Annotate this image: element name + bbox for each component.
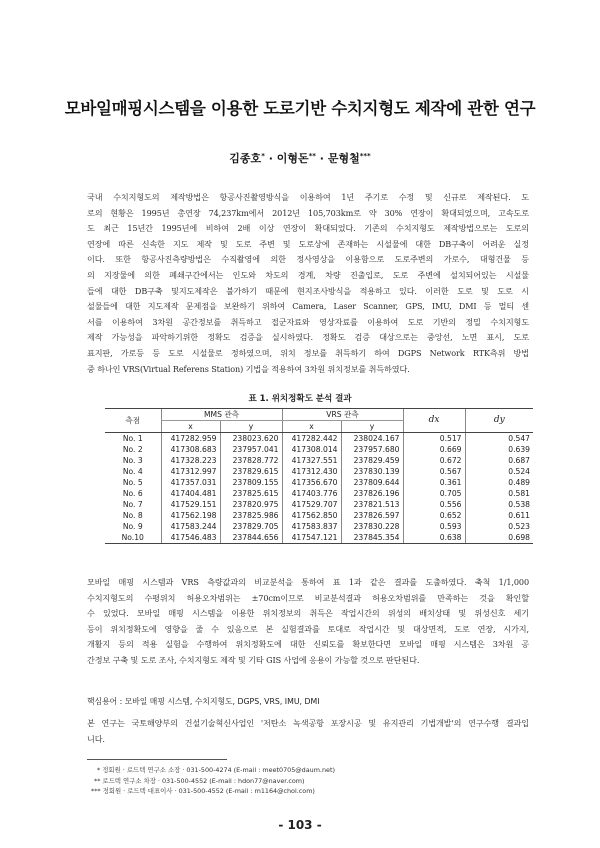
intro-line: 도 최근 15년간 1995년에 비하여 2배 이상 연장이 확대되었다. 기존의 수치지형도 제작방법으로는 도로의 [87, 223, 529, 234]
row-id: No. 6 [122, 489, 143, 498]
intro-line: 국내 수치지형도의 제작방법은 항공사진촬영방식을 이용하여 1년 주기로 수정 및 신규로 제작된다. 도 [87, 192, 529, 202]
vrs-x-cell: 417312.430 [282, 466, 341, 477]
mms-x-header: x [161, 421, 220, 433]
dy-cell: 0.524 [465, 466, 533, 477]
footnote-rule [87, 759, 227, 760]
vrs-y-cell: 237826.597 [341, 510, 403, 521]
vrs-x-cell: 417327.551 [282, 455, 341, 466]
intro-line: 의 지장물에 의한 폐쇄구간에서는 인도와 차도의 경계, 차량 진출입로, 도로 주변에 설치되어있는 시설물 [87, 269, 529, 280]
paper-title: 모바일매핑시스템을 이용한 도로기반 수치지형도 제작에 관한 연구 [64, 99, 536, 118]
row-id: No. 1 [122, 434, 143, 443]
vrs-x-cell: 417529.707 [282, 499, 341, 510]
table-row [105, 532, 533, 544]
result-paragraph [87, 575, 529, 669]
dy-cell: 0.547 [465, 433, 533, 445]
author-mark: * [261, 152, 265, 160]
acknowledgement [87, 716, 529, 747]
vrs-x-cell: 417282.442 [282, 433, 341, 445]
mms-header: MMS 관측 [161, 409, 282, 421]
vrs-y-cell: 237826.196 [341, 488, 403, 499]
accuracy-table [105, 408, 533, 544]
intro-line: 제작 가능성을 파악하기위한 정확도 검증을 실시하였다. 정확도 검증 대상으로는 중앙선, 노면 표시, 도로 [87, 332, 529, 343]
table-row [105, 488, 533, 499]
author-separator: · [319, 152, 324, 165]
vrs-y-cell: 237830.228 [341, 521, 403, 532]
mms-y-cell: 237844.656 [220, 532, 282, 544]
intro-line: 이다. 또한 항공사진측량방법은 수직촬영에 의한 정사영상을 이용함으로 도로주변의 가로수, 대형건물 등 [87, 254, 529, 265]
footnote: * 정회원 · 로드텍 연구소 소장 · 031-500-4274 (E-mail : meet0705@daum.net) [97, 766, 335, 774]
dx-header: dx [403, 409, 465, 433]
vrs-x-cell: 417356.670 [282, 477, 341, 488]
vrs-x-header: x [282, 421, 341, 433]
result-line: 수치지형도의 수평위치 허용오차범위는 ±70cm이므로 비교분석결과 허용오차범위를 만족하는 것을 확인할 [87, 592, 529, 603]
dx-cell: 0.361 [403, 477, 465, 488]
dy-cell: 0.698 [465, 532, 533, 544]
author-list [0, 150, 600, 166]
mms-y-cell: 237829.615 [220, 466, 282, 477]
vrs-y-cell: 237821.513 [341, 499, 403, 510]
page-number: - 103 - [278, 818, 322, 832]
table-body [105, 433, 533, 544]
mms-y-cell: 238023.620 [220, 433, 282, 445]
dx-cell: 0.567 [403, 466, 465, 477]
table-row [105, 510, 533, 521]
mms-y-header: y [220, 421, 282, 433]
dx-cell: 0.638 [403, 532, 465, 544]
mms-x-cell: 417357.031 [161, 477, 220, 488]
result-line: 수 있었다. 모바일 매핑 시스템을 이용한 위치정보의 취득은 작업시간의 위성의 배치상태 및 위성신호 세기 [87, 608, 529, 619]
author-separator: · [268, 152, 273, 165]
intro-line: 로의 현황은 1995년 총연장 74,237km에서 2012년 105,703km로 약 30% 연장이 확대되었으며, 고속도로 [87, 207, 529, 218]
mms-x-cell: 417546.483 [161, 532, 220, 544]
intro-line: 연장에 따른 신속한 지도 제작 및 도로 주변 및 도로상에 존재하는 시설물에 대한 DB구축이 어려운 실정 [87, 238, 529, 249]
footnote: ** 로드텍 연구소 차장 · 031-500-4552 (E-mail : hdon77@naver.com) [94, 776, 305, 785]
mms-x-cell: 417562.198 [161, 510, 220, 521]
vrs-y-cell: 237830.139 [341, 466, 403, 477]
mms-y-cell: 237825.615 [220, 488, 282, 499]
vrs-x-cell: 417403.776 [282, 488, 341, 499]
dy-cell: 0.687 [465, 455, 533, 466]
vrs-y-cell: 237845.354 [341, 532, 403, 544]
mms-x-cell: 417529.151 [161, 499, 220, 510]
vrs-x-cell: 417547.121 [282, 532, 341, 544]
mms-x-cell: 417282.959 [161, 433, 220, 445]
dx-cell: 0.652 [403, 510, 465, 521]
mms-x-cell: 417308.683 [161, 444, 220, 455]
mms-y-cell: 237820.975 [220, 499, 282, 510]
vrs-y-header: y [341, 421, 403, 433]
table-row [105, 499, 533, 510]
result-line: 등이 위치정확도에 영향을 줄 수 있음으로 본 실험결과를 토대로 작업시간 및 대상면적, 도로 연장, 시가지, [87, 623, 529, 634]
dy-cell: 0.523 [465, 521, 533, 532]
table-row [105, 455, 533, 466]
acknowledgement-line: 니다. [87, 733, 105, 744]
mms-y-cell: 237828.772 [220, 455, 282, 466]
table-row [105, 521, 533, 532]
dx-cell: 0.556 [403, 499, 465, 510]
keywords: 핵심용어 : 모바일 매핑 시스템, 수치지형도, DGPS, VRS, IMU, DMI [87, 697, 320, 706]
footnotes [87, 765, 527, 797]
intro-line: 표지판, 가로등 등 도로 시설물로 정하였으며, 위치 정보를 취득하기 하여 DGPS Network RTK측위 방법 [87, 347, 529, 358]
intro-paragraph [87, 190, 529, 377]
dy-cell: 0.639 [465, 444, 533, 455]
row-id: No. 8 [122, 511, 143, 520]
table-caption: 표 1. 위치정확도 분석 결과 [248, 394, 352, 404]
dx-cell: 0.672 [403, 455, 465, 466]
mms-x-cell: 417404.481 [161, 488, 220, 499]
dy-header: dy [465, 409, 533, 433]
row-id: No. 4 [122, 467, 143, 476]
row-id: No. 3 [122, 456, 143, 465]
row-id: No.10 [105, 532, 161, 544]
table-row [105, 433, 533, 445]
vrs-y-cell: 237957.680 [341, 444, 403, 455]
row-id: No. 9 [122, 522, 143, 531]
dx-cell: 0.705 [403, 488, 465, 499]
mms-x-cell: 417328.223 [161, 455, 220, 466]
footnote: *** 정회원 · 로드텍 대표이사 · 031-500-4552 (E-mail : m1164@chol.com) [91, 787, 315, 795]
author-name: 문형철 [327, 152, 360, 165]
intro-line: 설물들에 대한 지도제작 문제점을 보완하기 위하여 Camera, Laser Scanner, GPS, IMU, DMI 등 멀티 센 [87, 301, 529, 312]
vrs-header: VRS 관측 [282, 409, 403, 421]
vrs-x-cell: 417583.837 [282, 521, 341, 532]
mms-y-cell: 237825.986 [220, 510, 282, 521]
table-row [105, 466, 533, 477]
intro-line: 서를 이용하여 3차원 공간정보를 취득하고 접군자료와 영상자료를 이용하여 도로 기반의 정밀 수치지형도 [87, 316, 529, 327]
survey-point-header: 측점 [105, 409, 161, 433]
dy-cell: 0.538 [465, 499, 533, 510]
mms-y-cell: 237957.041 [220, 444, 282, 455]
dx-cell: 0.517 [403, 433, 465, 445]
vrs-y-cell: 237829.459 [341, 455, 403, 466]
table-row [105, 444, 533, 455]
mms-x-cell: 417583.244 [161, 521, 220, 532]
row-id: No. 5 [122, 478, 143, 487]
dx-cell: 0.593 [403, 521, 465, 532]
vrs-y-cell: 237809.644 [341, 477, 403, 488]
result-line: 모바일 매핑 시스템과 VRS 측량값과의 비교분석을 통하여 표 1과 같은 결과를 도출하였다. 축척 1/1,000 [87, 577, 529, 587]
vrs-y-cell: 238024.167 [341, 433, 403, 445]
vrs-x-cell: 417308.014 [282, 444, 341, 455]
dx-cell: 0.669 [403, 444, 465, 455]
result-line: 개활지 등의 적용 실험을 수행하여 위치정확도에 대한 신뢰도를 확보한다면 모바일 매핑 시스템은 3차원 공 [87, 639, 529, 650]
intro-line: 들에 대한 DB구축 및지도제작은 불가하기 때문에 현지조사방식을 적용하고 있다. 이러한 도로 및 도로 시 [87, 285, 529, 296]
vrs-x-cell: 417562.850 [282, 510, 341, 521]
author-mark: ** [308, 152, 316, 160]
author-name: 김종호 [229, 152, 262, 165]
acknowledgement-line: 본 연구는 국토해양부의 건설기술혁신사업인 '저탄소 녹색공항 포장시공 및 유지관리 기법개발'의 연구수행 결과입 [87, 718, 529, 728]
dy-cell: 0.581 [465, 488, 533, 499]
author-name: 이형돈 [276, 152, 309, 165]
mms-y-cell: 237829.705 [220, 521, 282, 532]
mms-y-cell: 237809.155 [220, 477, 282, 488]
dy-cell: 0.489 [465, 477, 533, 488]
dy-cell: 0.611 [465, 510, 533, 521]
author-mark: *** [359, 152, 371, 160]
intro-line: 중 하나인 VRS(Virtual Referens Station) 기법을 적용하여 3차원 위치정보를 취득하였다. [87, 363, 410, 374]
mms-x-cell: 417312.997 [161, 466, 220, 477]
result-line: 간정보 구축 및 도로 조사, 수치지형도 제작 및 기타 GIS 사업에 응용이 가능할 것으로 판단된다. [87, 654, 420, 665]
row-id: No. 2 [122, 445, 143, 454]
row-id: No. 7 [122, 500, 143, 509]
table-row [105, 477, 533, 488]
